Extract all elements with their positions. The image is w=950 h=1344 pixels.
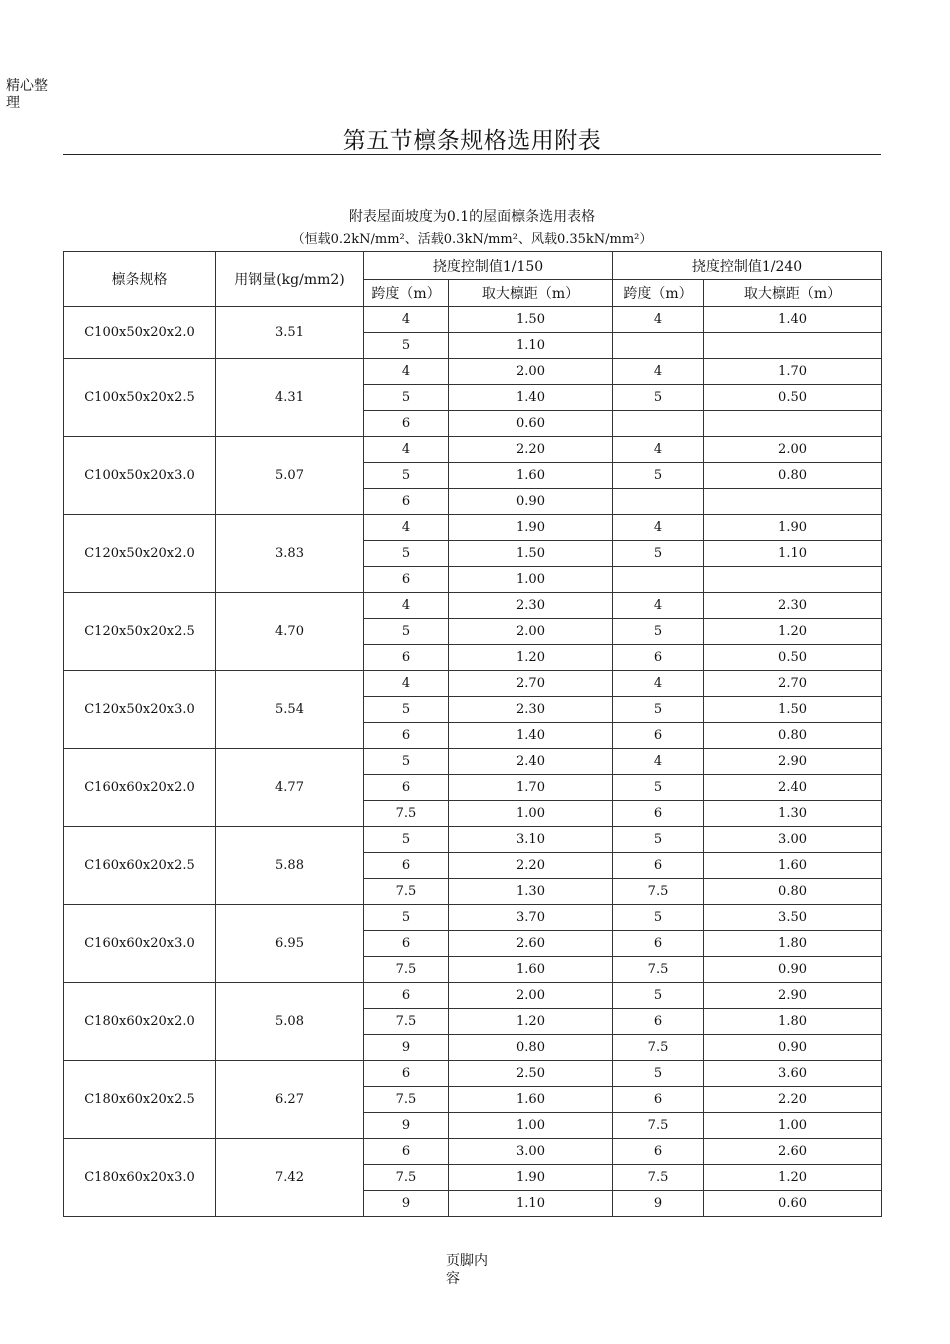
cell-span-150: 7.5: [364, 1009, 449, 1035]
cell-spacing-240: [704, 567, 882, 593]
cell-spacing-150: 2.30: [449, 697, 613, 723]
cell-span-150: 6: [364, 567, 449, 593]
title-underline: [63, 154, 881, 155]
cell-spacing-240: 2.90: [704, 749, 882, 775]
header-span-150: 跨度（m）: [364, 280, 449, 307]
header-spec: 檩条规格: [64, 252, 216, 307]
cell-span-240: 4: [613, 671, 704, 697]
cell-span-150: 4: [364, 515, 449, 541]
table-row: [64, 359, 882, 385]
cell-span-240: 7.5: [613, 879, 704, 905]
cell-span-150: 7.5: [364, 879, 449, 905]
table-caption: 附表屋面坡度为0.1的屋面檩条选用表格: [348, 209, 596, 225]
cell-spacing-240: 2.20: [704, 1087, 882, 1113]
cell-span-240: 5: [613, 385, 704, 411]
cell-span-150: 7.5: [364, 957, 449, 983]
cell-spacing-240: 1.50: [704, 697, 882, 723]
cell-spacing-240: 1.80: [704, 931, 882, 957]
cell-span-150: 6: [364, 645, 449, 671]
table-row: [64, 1139, 882, 1165]
cell-spacing-240: 0.80: [704, 879, 882, 905]
cell-spacing-150: 3.00: [449, 1139, 613, 1165]
cell-spacing-150: 3.70: [449, 905, 613, 931]
cell-span-240: 5: [613, 905, 704, 931]
cell-span-240: 4: [613, 749, 704, 775]
cell-span-240: 4: [613, 593, 704, 619]
cell-span-240: 7.5: [613, 1165, 704, 1191]
cell-span-150: 5: [364, 905, 449, 931]
cell-span-150: 6: [364, 723, 449, 749]
cell-span-240: [613, 567, 704, 593]
header-span-240: 跨度（m）: [613, 280, 704, 307]
cell-steel: 7.42: [216, 1139, 364, 1217]
cell-spacing-150: 3.10: [449, 827, 613, 853]
cell-spacing-240: 0.80: [704, 463, 882, 489]
cell-steel: 6.95: [216, 905, 364, 983]
cell-spacing-240: 1.60: [704, 853, 882, 879]
cell-span-150: 5: [364, 463, 449, 489]
cell-span-240: 6: [613, 1009, 704, 1035]
cell-span-150: 5: [364, 697, 449, 723]
cell-span-150: 9: [364, 1191, 449, 1217]
cell-span-150: 9: [364, 1113, 449, 1139]
cell-span-240: 6: [613, 1139, 704, 1165]
cell-spacing-150: 1.00: [449, 1113, 613, 1139]
header-note: 精心整理: [6, 78, 48, 111]
cell-spacing-150: 2.70: [449, 671, 613, 697]
cell-span-240: 5: [613, 697, 704, 723]
header-spacing-150: 取大檩距（m）: [449, 280, 613, 307]
table-row: [64, 827, 882, 853]
cell-span-150: 6: [364, 1061, 449, 1087]
load-note: （恒载0.2kN/mm²、活载0.3kN/mm²、风载0.35kN/mm²）: [291, 232, 653, 247]
cell-spacing-240: [704, 489, 882, 515]
cell-steel: 5.08: [216, 983, 364, 1061]
cell-span-150: 6: [364, 489, 449, 515]
cell-spacing-150: 2.00: [449, 983, 613, 1009]
cell-spacing-240: 3.60: [704, 1061, 882, 1087]
cell-spacing-240: 0.50: [704, 385, 882, 411]
cell-span-150: 4: [364, 593, 449, 619]
cell-span-240: 5: [613, 983, 704, 1009]
cell-spacing-150: 1.50: [449, 307, 613, 333]
cell-span-240: 5: [613, 619, 704, 645]
cell-span-240: 5: [613, 541, 704, 567]
cell-spacing-240: 1.90: [704, 515, 882, 541]
cell-spacing-240: 1.00: [704, 1113, 882, 1139]
cell-spacing-150: 1.50: [449, 541, 613, 567]
header-steel: 用钢量(kg/mm2): [216, 252, 364, 307]
cell-spacing-240: 1.30: [704, 801, 882, 827]
table-row: [64, 593, 882, 619]
cell-span-240: 6: [613, 1087, 704, 1113]
table-body: [64, 307, 882, 1217]
cell-span-240: 5: [613, 1061, 704, 1087]
cell-span-240: 7.5: [613, 1035, 704, 1061]
cell-span-240: 6: [613, 853, 704, 879]
cell-spacing-240: 1.80: [704, 1009, 882, 1035]
cell-spacing-150: 1.20: [449, 645, 613, 671]
cell-spacing-150: 1.20: [449, 1009, 613, 1035]
cell-spacing-150: 1.00: [449, 801, 613, 827]
cell-spacing-150: 1.60: [449, 1087, 613, 1113]
cell-spacing-150: 1.30: [449, 879, 613, 905]
cell-span-150: 4: [364, 359, 449, 385]
cell-spacing-150: 1.40: [449, 723, 613, 749]
cell-spec: C100x50x20x2.0: [64, 307, 216, 359]
cell-spacing-240: 2.30: [704, 593, 882, 619]
cell-spec: C160x60x20x2.5: [64, 827, 216, 905]
table-row: [64, 515, 882, 541]
cell-span-240: 7.5: [613, 957, 704, 983]
cell-spacing-150: 2.00: [449, 359, 613, 385]
cell-span-150: 6: [364, 411, 449, 437]
cell-spec: C160x60x20x2.0: [64, 749, 216, 827]
cell-steel: 4.31: [216, 359, 364, 437]
cell-span-150: 5: [364, 619, 449, 645]
cell-spec: C120x50x20x2.0: [64, 515, 216, 593]
cell-span-150: 6: [364, 931, 449, 957]
cell-spacing-150: 1.70: [449, 775, 613, 801]
header-spacing-240: 取大檩距（m）: [704, 280, 882, 307]
footer-text: 页脚内容: [446, 1253, 488, 1287]
cell-span-240: 4: [613, 515, 704, 541]
cell-steel: 3.51: [216, 307, 364, 359]
cell-span-150: 5: [364, 541, 449, 567]
cell-spacing-240: 1.70: [704, 359, 882, 385]
cell-span-240: 5: [613, 463, 704, 489]
cell-spacing-240: 1.40: [704, 307, 882, 333]
header-group-1-240: 挠度控制值1/240: [613, 252, 882, 280]
cell-spacing-240: 1.10: [704, 541, 882, 567]
cell-spacing-150: 1.90: [449, 1165, 613, 1191]
table-row: [64, 749, 882, 775]
cell-steel: 4.77: [216, 749, 364, 827]
cell-span-240: [613, 333, 704, 359]
cell-span-150: 4: [364, 437, 449, 463]
cell-span-150: 6: [364, 1139, 449, 1165]
cell-spacing-240: 0.90: [704, 957, 882, 983]
cell-spacing-240: 0.80: [704, 723, 882, 749]
cell-spacing-240: 1.20: [704, 1165, 882, 1191]
cell-span-240: 6: [613, 931, 704, 957]
cell-span-150: 5: [364, 827, 449, 853]
cell-spacing-150: 0.90: [449, 489, 613, 515]
cell-spec: C180x60x20x2.0: [64, 983, 216, 1061]
cell-spacing-240: [704, 333, 882, 359]
cell-spec: C120x50x20x3.0: [64, 671, 216, 749]
cell-steel: 3.83: [216, 515, 364, 593]
cell-span-240: 6: [613, 801, 704, 827]
cell-spacing-240: 2.00: [704, 437, 882, 463]
cell-span-150: 7.5: [364, 801, 449, 827]
cell-span-150: 9: [364, 1035, 449, 1061]
cell-spacing-240: 2.90: [704, 983, 882, 1009]
cell-spacing-240: 0.50: [704, 645, 882, 671]
table-row: [64, 983, 882, 1009]
cell-spec: C180x60x20x3.0: [64, 1139, 216, 1217]
cell-spacing-150: 1.90: [449, 515, 613, 541]
cell-span-150: 6: [364, 853, 449, 879]
cell-spacing-150: 1.10: [449, 1191, 613, 1217]
cell-steel: 5.54: [216, 671, 364, 749]
cell-span-150: 6: [364, 775, 449, 801]
cell-spacing-240: 3.00: [704, 827, 882, 853]
cell-span-240: 7.5: [613, 1113, 704, 1139]
cell-span-240: 5: [613, 775, 704, 801]
cell-span-240: [613, 411, 704, 437]
cell-span-150: 5: [364, 749, 449, 775]
cell-spacing-150: 2.20: [449, 853, 613, 879]
cell-spacing-150: 2.50: [449, 1061, 613, 1087]
cell-steel: 6.27: [216, 1061, 364, 1139]
cell-span-150: 7.5: [364, 1165, 449, 1191]
cell-span-150: 4: [364, 671, 449, 697]
cell-spacing-240: 0.90: [704, 1035, 882, 1061]
cell-spacing-150: 2.60: [449, 931, 613, 957]
cell-span-150: 5: [364, 333, 449, 359]
cell-spacing-240: 1.20: [704, 619, 882, 645]
cell-spacing-150: 2.20: [449, 437, 613, 463]
cell-span-240: 6: [613, 645, 704, 671]
cell-span-150: 7.5: [364, 1087, 449, 1113]
cell-steel: 5.07: [216, 437, 364, 515]
cell-steel: 5.88: [216, 827, 364, 905]
cell-spacing-150: 1.60: [449, 957, 613, 983]
cell-spec: C100x50x20x3.0: [64, 437, 216, 515]
cell-spacing-240: 2.70: [704, 671, 882, 697]
cell-span-240: 4: [613, 359, 704, 385]
purlin-selection-table: [63, 251, 882, 1217]
table-row: [64, 307, 882, 333]
cell-spacing-150: 1.60: [449, 463, 613, 489]
cell-spacing-150: 0.60: [449, 411, 613, 437]
cell-span-240: [613, 489, 704, 515]
cell-spacing-150: 2.30: [449, 593, 613, 619]
cell-spacing-240: 3.50: [704, 905, 882, 931]
cell-steel: 4.70: [216, 593, 364, 671]
cell-span-240: 4: [613, 307, 704, 333]
cell-spacing-240: 2.40: [704, 775, 882, 801]
cell-span-240: 6: [613, 723, 704, 749]
cell-spacing-150: 1.40: [449, 385, 613, 411]
cell-spacing-240: 2.60: [704, 1139, 882, 1165]
cell-span-240: 5: [613, 827, 704, 853]
cell-span-240: 4: [613, 437, 704, 463]
cell-span-150: 4: [364, 307, 449, 333]
cell-spacing-240: [704, 411, 882, 437]
header-group-1-150: 挠度控制值1/150: [364, 252, 613, 280]
cell-spacing-150: 2.00: [449, 619, 613, 645]
table-row: [64, 1061, 882, 1087]
table-row: [64, 671, 882, 697]
cell-span-150: 5: [364, 385, 449, 411]
cell-spec: C180x60x20x2.5: [64, 1061, 216, 1139]
cell-spacing-150: 0.80: [449, 1035, 613, 1061]
cell-spec: C160x60x20x3.0: [64, 905, 216, 983]
cell-spacing-150: 2.40: [449, 749, 613, 775]
cell-spacing-150: 1.10: [449, 333, 613, 359]
cell-spacing-240: 0.60: [704, 1191, 882, 1217]
cell-spacing-150: 1.00: [449, 567, 613, 593]
page-title: 第五节檩条规格选用附表: [342, 128, 602, 154]
table-row: [64, 437, 882, 463]
cell-spec: C100x50x20x2.5: [64, 359, 216, 437]
table-row: [64, 905, 882, 931]
cell-span-150: 6: [364, 983, 449, 1009]
cell-spec: C120x50x20x2.5: [64, 593, 216, 671]
cell-span-240: 9: [613, 1191, 704, 1217]
